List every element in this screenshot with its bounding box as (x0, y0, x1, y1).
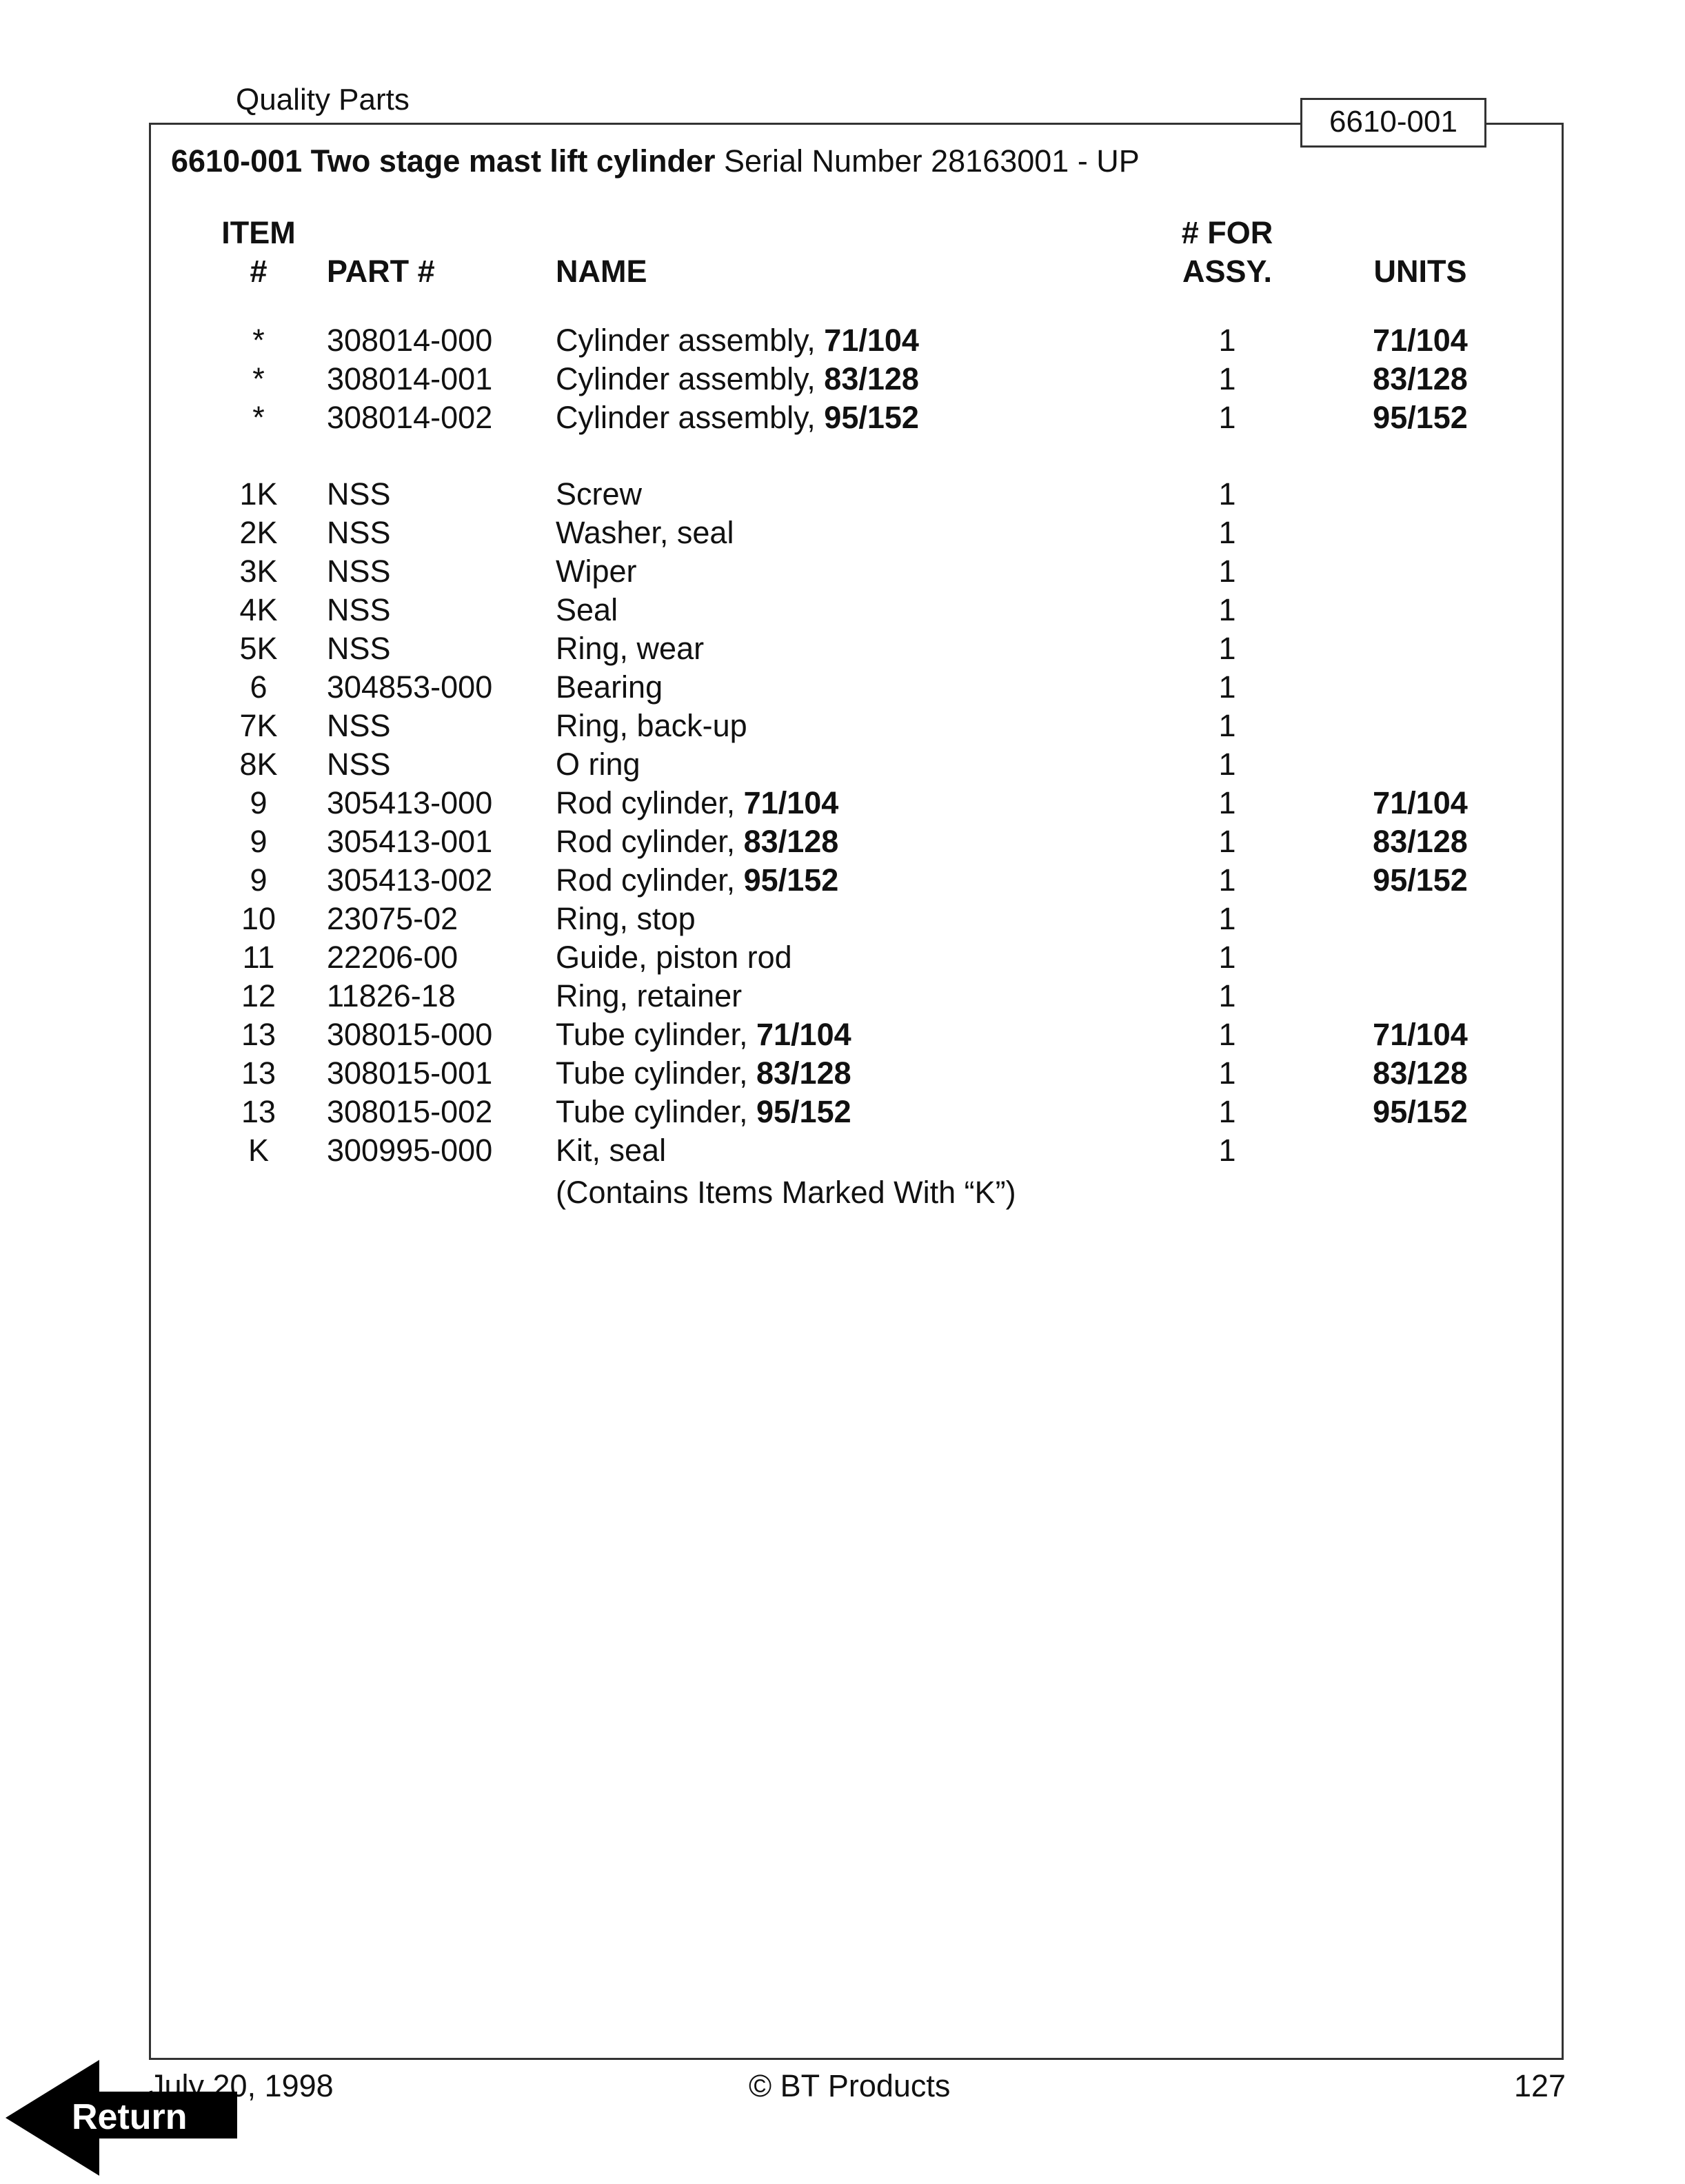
part-number: NSS (327, 515, 391, 550)
title-text: 6610-001 Two stage mast lift cylinder (171, 143, 716, 179)
part-name (556, 1131, 666, 1170)
part-number: 23075-02 (327, 901, 458, 936)
item-number: * (252, 323, 265, 358)
item-number: 6 (250, 669, 268, 705)
item-number: 12 (241, 978, 276, 1013)
part-name (556, 707, 747, 745)
units: 95/152 (1373, 862, 1468, 898)
part-name (556, 398, 919, 437)
units: 71/104 (1373, 785, 1468, 820)
item-number: 2K (239, 515, 278, 550)
assembly-quantity: 1 (1218, 515, 1236, 550)
part-name-text: Cylinder assembly, (556, 323, 825, 358)
return-label: Return (72, 2097, 188, 2137)
assembly-quantity: 1 (1218, 824, 1236, 859)
item-number: 9 (250, 824, 268, 859)
part-number: 308014-002 (327, 400, 493, 435)
assembly-quantity: 1 (1218, 940, 1236, 975)
item-number: 7K (239, 708, 278, 743)
part-name-text: Tube cylinder, (556, 1017, 756, 1052)
part-number: NSS (327, 592, 391, 627)
assembly-quantity: 1 (1218, 669, 1236, 705)
part-name-text: Seal (556, 592, 618, 627)
part-name-size: 83/128 (743, 824, 839, 859)
assembly-quantity: 1 (1218, 708, 1236, 743)
units: 83/128 (1373, 824, 1468, 859)
part-number: 308014-001 (327, 361, 493, 396)
part-name-size: 95/152 (824, 400, 919, 435)
part-name-size: 71/104 (756, 1017, 851, 1052)
part-name (556, 938, 792, 977)
part-name-text: Washer, seal (556, 515, 734, 550)
part-name (556, 514, 734, 552)
part-name (556, 321, 919, 360)
part-number: NSS (327, 631, 391, 666)
part-name-text: Ring, wear (556, 631, 705, 666)
part-number: 308015-001 (327, 1055, 493, 1091)
item-number: 3K (239, 554, 278, 589)
assembly-quantity: 1 (1218, 400, 1236, 435)
column-header-name: NAME (556, 254, 647, 289)
part-name (556, 591, 618, 629)
assembly-quantity: 1 (1218, 554, 1236, 589)
header-label: Quality Parts (236, 83, 410, 117)
part-name (556, 360, 919, 398)
item-number: 9 (250, 785, 268, 820)
part-name-text: Tube cylinder, (556, 1094, 756, 1129)
assembly-quantity: 1 (1218, 592, 1236, 627)
assembly-quantity: 1 (1218, 862, 1236, 898)
page-number: 127 (1514, 2068, 1566, 2103)
units: 83/128 (1373, 361, 1468, 396)
part-name-text: Rod cylinder, (556, 824, 744, 859)
page-title (171, 143, 1140, 179)
item-number: 9 (250, 862, 268, 898)
part-name (556, 822, 838, 861)
assembly-quantity: 1 (1218, 747, 1236, 782)
part-name (556, 745, 640, 784)
assembly-quantity: 1 (1218, 631, 1236, 666)
document-number: 6610-001 (1300, 98, 1486, 148)
item-number: 13 (241, 1055, 276, 1091)
part-number: NSS (327, 708, 391, 743)
item-number: 13 (241, 1017, 276, 1052)
part-number: 300995-000 (327, 1133, 493, 1168)
assembly-quantity: 1 (1218, 323, 1236, 358)
assembly-quantity: 1 (1218, 978, 1236, 1013)
item-number: * (252, 361, 265, 396)
assembly-quantity: 1 (1218, 476, 1236, 512)
part-name-text: Rod cylinder, (556, 785, 744, 820)
part-number: 308015-000 (327, 1017, 493, 1052)
serial-number: Serial Number 28163001 - UP (724, 143, 1140, 179)
part-name-text: O ring (556, 747, 640, 782)
part-name (556, 861, 838, 900)
kit-note: (Contains Items Marked With “K”) (556, 1175, 1016, 1210)
part-number: NSS (327, 476, 391, 512)
assembly-quantity: 1 (1218, 785, 1236, 820)
assembly-quantity: 1 (1218, 361, 1236, 396)
part-name (556, 900, 696, 938)
part-name (556, 1015, 851, 1054)
part-name-text: Screw (556, 476, 643, 512)
part-number: 305413-000 (327, 785, 493, 820)
part-name (556, 1054, 851, 1093)
part-name (556, 629, 704, 668)
item-number: 13 (241, 1094, 276, 1129)
part-name-text: Ring, retainer (556, 978, 743, 1013)
assembly-quantity: 1 (1218, 1094, 1236, 1129)
part-number: NSS (327, 554, 391, 589)
item-number: 1K (239, 476, 278, 512)
column-header-units: UNITS (1373, 254, 1467, 289)
units: 95/152 (1373, 1094, 1468, 1129)
part-number: NSS (327, 747, 391, 782)
part-name-text: Cylinder assembly, (556, 400, 825, 435)
item-number: K (248, 1133, 269, 1168)
item-number: 11 (242, 940, 275, 975)
return-button[interactable] (6, 2060, 237, 2176)
assembly-quantity: 1 (1218, 1055, 1236, 1091)
assembly-quantity: 1 (1218, 901, 1236, 936)
units: 83/128 (1373, 1055, 1468, 1091)
part-name-size: 95/152 (756, 1094, 851, 1129)
part-name-text: Bearing (556, 669, 663, 705)
part-name-size: 83/128 (824, 361, 919, 396)
part-number: 305413-001 (327, 824, 493, 859)
part-name-text: Guide, piston rod (556, 940, 792, 975)
part-name (556, 668, 663, 707)
item-number: 4K (239, 592, 278, 627)
item-number: 8K (239, 747, 278, 782)
item-number: 10 (241, 901, 276, 936)
part-name-text: Kit, seal (556, 1133, 667, 1168)
part-number: 22206-00 (327, 940, 458, 975)
footer-copyright: © BT Products (749, 2068, 951, 2103)
part-name-text: Rod cylinder, (556, 862, 744, 898)
column-header-qty: # FOR ASSY. (1181, 215, 1273, 289)
part-number: 305413-002 (327, 862, 493, 898)
part-name-size: 71/104 (743, 785, 839, 820)
part-name-text: Cylinder assembly, (556, 361, 825, 396)
part-number: 11826-18 (327, 978, 456, 1013)
part-name-size: 95/152 (743, 862, 839, 898)
part-number: 308015-002 (327, 1094, 493, 1129)
part-name-text: Tube cylinder, (556, 1055, 756, 1091)
part-name (556, 977, 742, 1015)
item-number: 5K (239, 631, 278, 666)
footer-date: July 20, 1998 (149, 2068, 334, 2103)
part-name-text: Wiper (556, 554, 637, 589)
units: 71/104 (1373, 323, 1468, 358)
assembly-quantity: 1 (1218, 1133, 1236, 1168)
part-name (556, 784, 838, 822)
column-header-part: PART # (327, 254, 435, 289)
part-name (556, 475, 642, 514)
units: 71/104 (1373, 1017, 1468, 1052)
part-number: 304853-000 (327, 669, 493, 705)
part-name-text: Ring, stop (556, 901, 696, 936)
part-name-size: 71/104 (824, 323, 919, 358)
part-name (556, 1093, 851, 1131)
units: 95/152 (1373, 400, 1468, 435)
part-name-text: Ring, back-up (556, 708, 747, 743)
item-number: * (252, 400, 265, 435)
part-name (556, 552, 637, 591)
column-header-item: ITEM # (221, 215, 296, 289)
part-number: 308014-000 (327, 323, 493, 358)
assembly-quantity: 1 (1218, 1017, 1236, 1052)
part-name-size: 83/128 (756, 1055, 851, 1091)
